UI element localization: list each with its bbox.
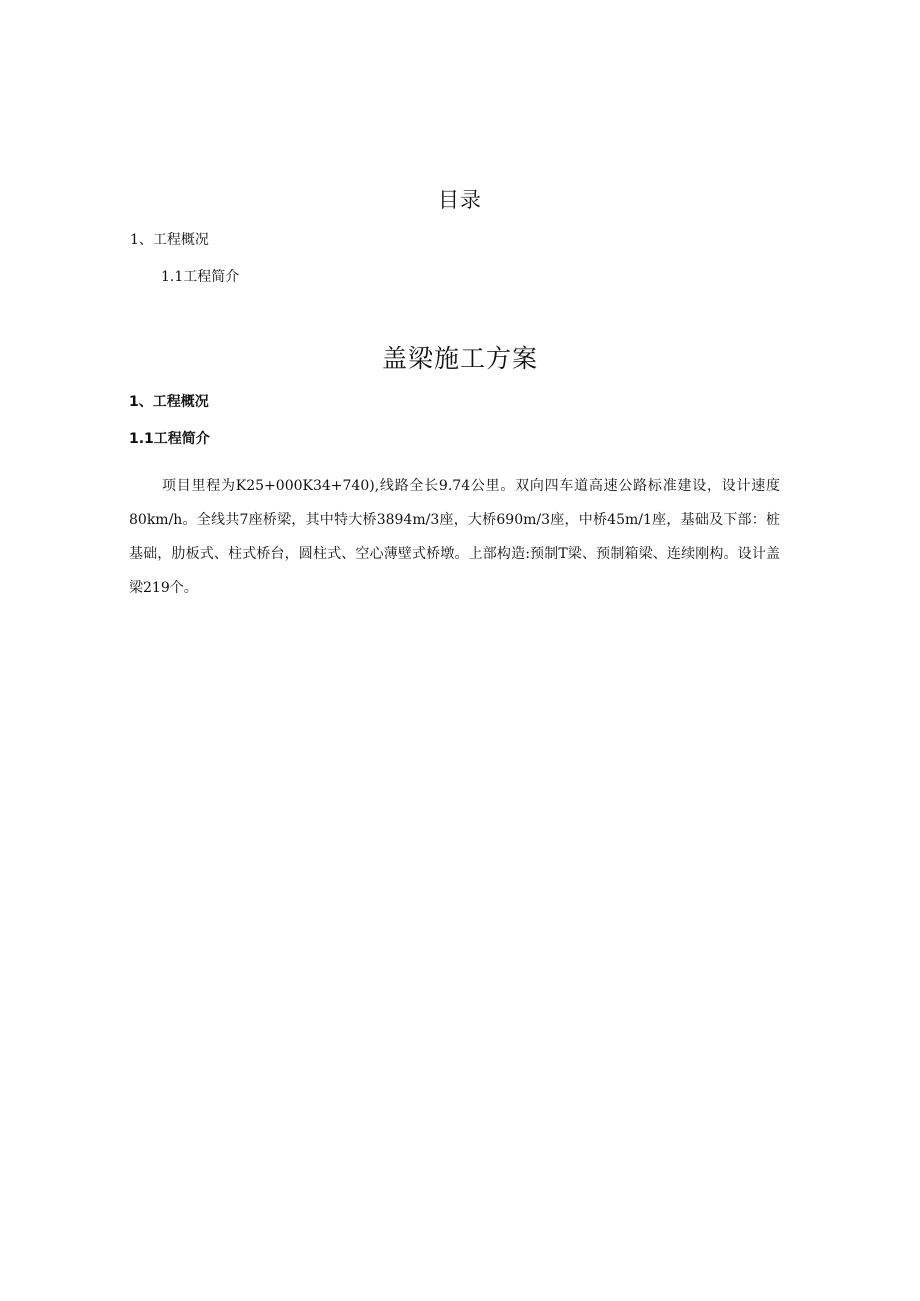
document-title: 盖梁施工方案 — [381, 344, 538, 373]
section-heading-1-1: 1.1工程简介 — [129, 431, 210, 447]
project-intro-paragraph: 项目里程为K25+000K34+740),线路全长9.74公里。双向四车道高速公路标准建设，设计速度80km/h。全线共7座桥梁，其中特大桥3894m/3座，大桥690m/3座，中桥45m/1座，基础及下部：桩基础，肋板式、柱式桥台，圆柱式、空心薄壁式桥墩。上部构造:预制T梁、预制箱梁、连续刚构。设计盖梁219个。 — [129, 478, 780, 596]
toc-item-section-1-1[interactable]: 1.1工程简介 — [161, 269, 240, 285]
toc-item-section-1[interactable]: 1、工程概况 — [130, 232, 209, 248]
toc-title: 目录 — [438, 188, 482, 212]
section-heading-1: 1、工程概况 — [129, 394, 209, 410]
